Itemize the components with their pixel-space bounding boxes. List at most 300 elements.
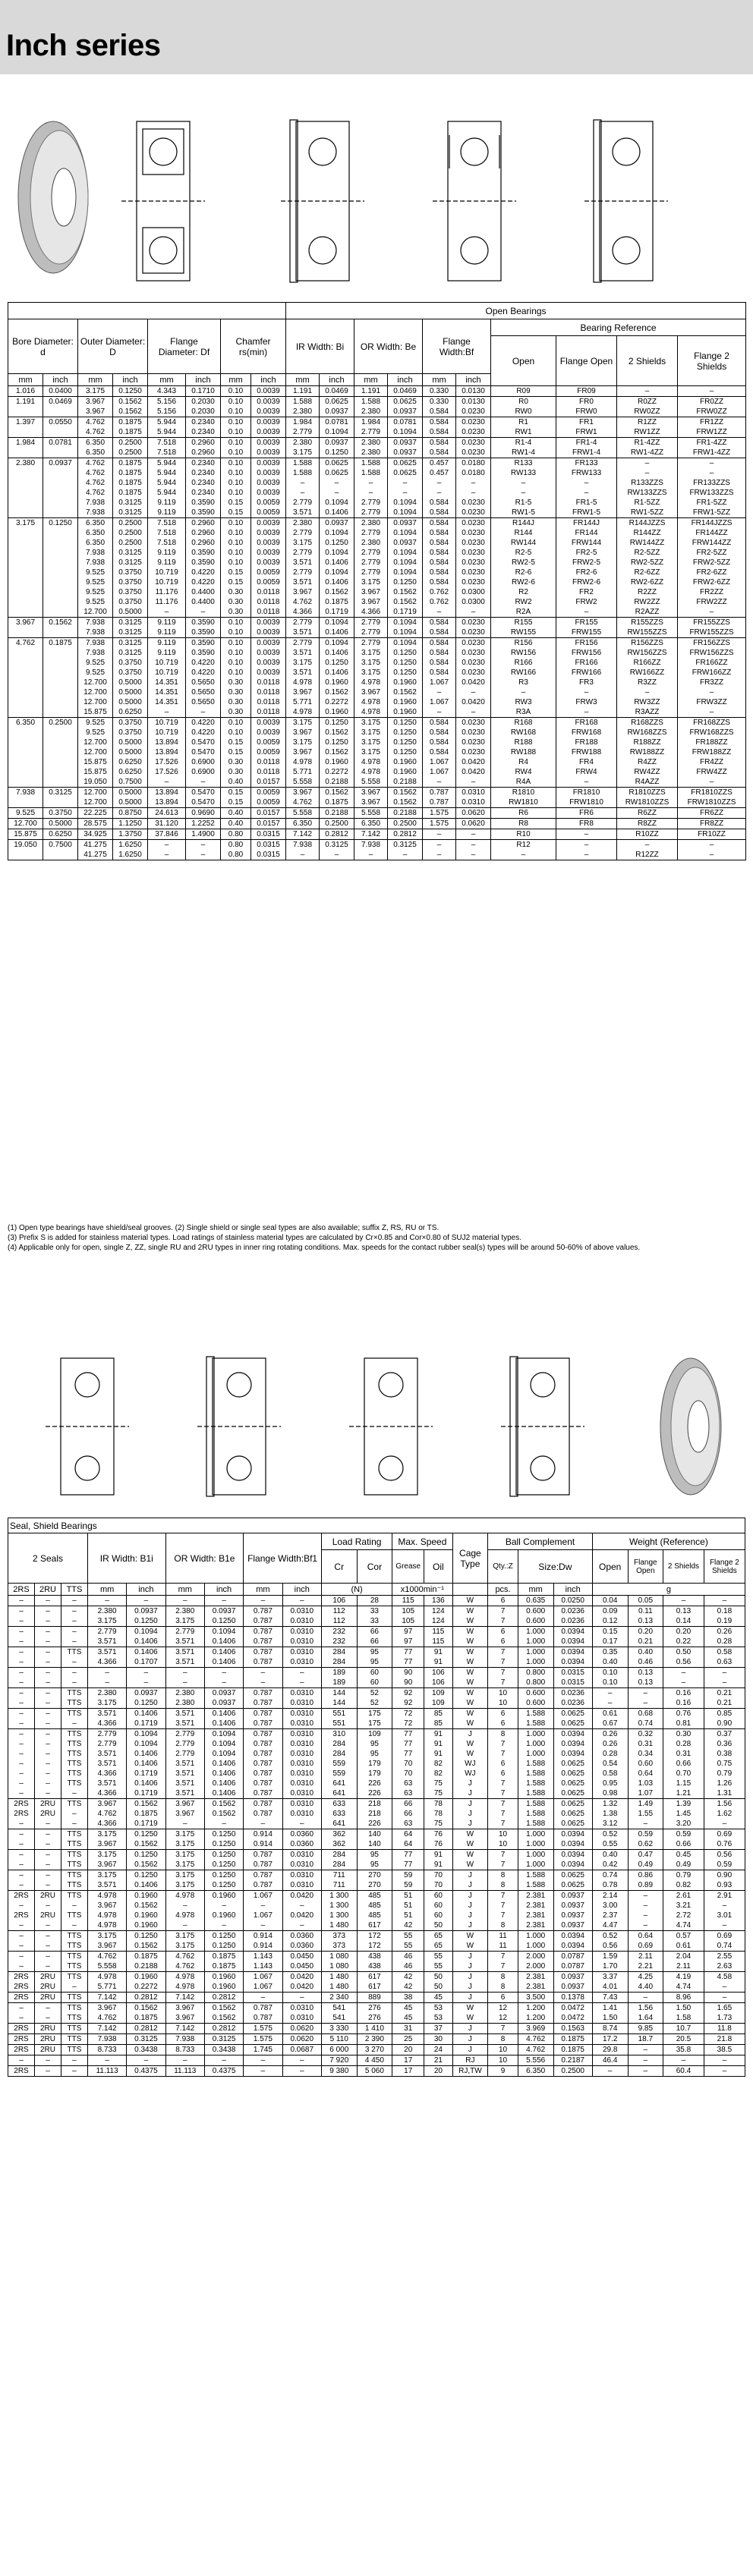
table-cell: TTS (61, 1739, 87, 1749)
seal-shield-table (8, 1518, 745, 2077)
table-cell: 4.762 (78, 417, 113, 428)
table-cell: 0.0394 (553, 1637, 592, 1647)
table-cell: 0.1562 (320, 687, 354, 697)
table-cell: – (704, 1678, 745, 1688)
table-cell: – (244, 1920, 282, 1931)
table-cell: 0.1250 (127, 1698, 165, 1709)
table-cell: 1.65 (704, 2003, 745, 2014)
table-cell: 0.10 (221, 558, 251, 568)
table-cell: 485 (357, 1911, 392, 1920)
table-cell: 1.067 (244, 1972, 282, 1983)
table-row (8, 1749, 745, 1759)
table-cell: J (452, 1972, 488, 1983)
table-cell: 1 300 (321, 1891, 357, 1901)
table-cell: 4.978 (286, 678, 320, 687)
table-row (8, 1819, 745, 1829)
table-cell: 4.762 (518, 2034, 553, 2045)
table-cell: 0.3750 (113, 587, 148, 597)
table-row (8, 1788, 745, 1799)
table-cell: 1.1250 (113, 819, 148, 829)
table-cell: 0.787 (244, 1870, 282, 1881)
table-cell: 0.0230 (456, 548, 491, 558)
table-cell: TTS (61, 1709, 87, 1719)
table-cell: 0.2340 (186, 458, 221, 469)
table-cell: 0.0420 (282, 1972, 321, 1983)
table-cell: 0.12 (592, 1616, 628, 1627)
table-cell (43, 478, 78, 488)
table-cell: WJ (452, 1759, 488, 1769)
table-cell: 641 (321, 1819, 357, 1829)
table-cell: 0.2500 (320, 819, 354, 829)
table-cell: – (87, 1596, 126, 1606)
table-cell: – (704, 1982, 745, 1993)
table-cell: 0.1094 (388, 618, 423, 628)
table-cell: 6.350 (78, 528, 113, 538)
table-row (8, 1911, 745, 1920)
unit-cell: pcs. (488, 1584, 518, 1596)
table-cell: 0.49 (628, 1860, 663, 1870)
table-cell: 551 (321, 1709, 357, 1719)
table-cell: 2.779 (165, 1627, 204, 1637)
table-cell: 0.2188 (388, 777, 423, 788)
table-cell: 1.067 (244, 1891, 282, 1901)
table-cell: 9.525 (78, 577, 113, 587)
table-cell: – (34, 1606, 61, 1617)
table-cell: 4.762 (78, 427, 113, 438)
table-cell: R6ZZ (617, 808, 678, 819)
table-cell: 4.978 (165, 1911, 204, 1920)
table-cell: 2 340 (321, 1993, 357, 2003)
table-cell: 0.1875 (127, 1809, 165, 1819)
table-cell: FR188ZZ (678, 738, 746, 747)
table-cell: 144 (321, 1698, 357, 1709)
table-cell: 2RS (8, 1809, 35, 1819)
table-cell: 1 480 (321, 1982, 357, 1993)
table-cell: 0.3125 (113, 627, 148, 638)
table-cell: 7 (488, 1616, 518, 1627)
table-cell: RW1810 (491, 797, 556, 808)
table-cell: 0.4220 (186, 728, 221, 738)
table-cell: 7.938 (87, 2034, 126, 2045)
table-cell: 284 (321, 1647, 357, 1658)
table-cell: 0.63 (704, 1657, 745, 1668)
table-cell: 0.0230 (456, 498, 491, 508)
table-cell: 0.914 (244, 1839, 282, 1850)
table-cell: 172 (357, 1941, 392, 1952)
table-cell: 0.0625 (388, 468, 423, 478)
table-cell: W (452, 1627, 488, 1637)
table-cell: J (452, 2034, 488, 2045)
table-row (8, 738, 746, 747)
table-cell: 9.525 (78, 658, 113, 668)
table-cell: 0.0781 (43, 438, 78, 448)
table-cell: 179 (357, 1769, 392, 1779)
table-cell: 0.31 (663, 1749, 704, 1759)
table-cell: 7.142 (165, 2024, 204, 2034)
table-cell (43, 738, 78, 747)
table-cell: 0.0230 (456, 568, 491, 577)
table-cell: 1.588 (518, 1759, 553, 1769)
table-cell: 12.700 (78, 788, 113, 798)
weight-two-shields-header: 2 Shields (663, 1550, 704, 1584)
table-cell: 0.93 (704, 1880, 745, 1891)
table-cell: – (423, 850, 456, 860)
table-cell: 0.3590 (186, 498, 221, 508)
table-cell: 0.787 (244, 1709, 282, 1719)
table-cell: – (244, 1668, 282, 1678)
table-cell: 5.944 (148, 427, 186, 438)
table-cell: 0.1960 (204, 1972, 243, 1983)
table-cell: 0.09 (592, 1606, 628, 1617)
table-cell: 2.779 (286, 568, 320, 577)
table-cell: – (127, 1668, 165, 1678)
table-cell: 4.58 (704, 1972, 745, 1983)
table-cell: 0.30 (221, 707, 251, 718)
table-cell: 0.584 (423, 728, 456, 738)
table-cell: 0.1719 (127, 1788, 165, 1799)
table-cell: 0.40 (221, 777, 251, 788)
table-cell: 0.0469 (320, 386, 354, 397)
table-cell: 60 (424, 1901, 452, 1911)
table-cell: – (8, 1637, 35, 1647)
table-cell: FR10ZZ (678, 829, 746, 840)
table-cell: 0.0472 (553, 2013, 592, 2024)
unit-cell: inch (127, 1584, 165, 1596)
table-cell: 7.43 (592, 1993, 628, 2003)
table-cell: 0.787 (244, 1860, 282, 1870)
flange-shield-seal-bearing-section-diagram (501, 1357, 584, 1496)
table-cell: – (678, 850, 746, 860)
table-cell: J (452, 1870, 488, 1881)
table-cell: R4ZZ (617, 757, 678, 767)
table-cell: 4.343 (148, 386, 186, 397)
unit-cell: mm (165, 1584, 204, 1596)
table-cell: – (148, 777, 186, 788)
unit-cell: 2RU (34, 1584, 61, 1596)
table-cell: 0.0118 (251, 678, 286, 687)
table-cell: 70 (392, 1759, 424, 1769)
table-cell: 46.4 (592, 2055, 628, 2066)
table-cell: 5.156 (148, 397, 186, 407)
table-cell: 0.3125 (388, 840, 423, 851)
table-cell: – (423, 488, 456, 498)
table-cell: W (452, 1606, 488, 1617)
table-cell: R8ZZ (617, 819, 678, 829)
table-cell: – (34, 1616, 61, 1627)
table-cell: 3.571 (165, 1769, 204, 1779)
table-cell: 0.0625 (320, 397, 354, 407)
table-cell: 541 (321, 2003, 357, 2014)
table-cell: – (8, 1668, 35, 1678)
table-cell: 0.15 (221, 738, 251, 747)
table-cell: – (148, 707, 186, 718)
table-cell: 0.0118 (251, 687, 286, 697)
table-cell: – (456, 607, 491, 618)
table-cell: R09 (491, 386, 556, 397)
unit-cell: inch (113, 374, 148, 386)
table-cell: 1.07 (628, 1788, 663, 1799)
table-cell: 0.3125 (113, 638, 148, 649)
table-cell: 0.584 (423, 648, 456, 658)
table-cell: 0.1378 (553, 1993, 592, 2003)
table-cell: 0.34 (628, 1749, 663, 1759)
table-cell: 2RS (8, 2034, 35, 2045)
table-cell: 0.0039 (251, 397, 286, 407)
table-cell: R0ZZ (617, 397, 678, 407)
table-cell: 0.1250 (204, 1870, 243, 1881)
table-cell: 42 (392, 1982, 424, 1993)
table-cell: 1.588 (518, 1880, 553, 1891)
table-cell: 189 (321, 1678, 357, 1688)
table-cell: RW4ZZ (617, 767, 678, 777)
table-cell: 45 (392, 2013, 424, 2024)
table-cell: 5.771 (87, 1982, 126, 1993)
table-cell: 0.1960 (320, 707, 354, 718)
table-cell: 0.1406 (204, 1637, 243, 1647)
bearing-diagrams-top (8, 76, 745, 300)
table-cell: R3 (491, 678, 556, 687)
table-cell: – (8, 1870, 35, 1881)
table-cell: 0.5470 (186, 797, 221, 808)
table-cell: 1.067 (244, 1911, 282, 1920)
table-row (8, 597, 746, 607)
table-cell: 0.20 (663, 1627, 704, 1637)
table-cell: 0.05 (628, 1596, 663, 1606)
table-cell: 0.57 (663, 1931, 704, 1942)
table-cell: 1.588 (286, 397, 320, 407)
table-cell: 0.18 (704, 1606, 745, 1617)
table-cell: 12.700 (78, 678, 113, 687)
table-cell: – (282, 1596, 321, 1606)
flange-seal-bearing-section-diagram (197, 1357, 281, 1496)
table-cell: W (452, 1719, 488, 1729)
table-cell: 37 (424, 2024, 452, 2034)
table-cell: 0.0687 (282, 2045, 321, 2055)
table-cell: 5.771 (286, 697, 320, 707)
table-cell: 0.0039 (251, 417, 286, 428)
table-cell: 0.0039 (251, 558, 286, 568)
table-cell: 4.74 (663, 1982, 704, 1993)
table-cell: 0.0360 (282, 1931, 321, 1942)
table-cell: 1 080 (321, 1961, 357, 1972)
footnote: (1) Open type bearings have shield/seal grooves. (2) Single shield or single seal types are also available; suffix Z, RS, RU or TS. (8, 1224, 440, 1232)
table-cell: 0.1250 (204, 1829, 243, 1840)
table-cell: 0.0230 (456, 638, 491, 649)
table-cell: – (34, 1668, 61, 1678)
table-cell: 3.175 (8, 518, 43, 529)
bearing-photo-icon (18, 121, 88, 273)
table-cell: 0.584 (423, 668, 456, 678)
table-cell: – (423, 607, 456, 618)
table-cell: 4.762 (78, 468, 113, 478)
table-cell: 0.0937 (388, 438, 423, 448)
table-cell: 0.0310 (282, 1788, 321, 1799)
table-cell: – (423, 478, 456, 488)
table-cell: – (8, 2055, 35, 2066)
table-cell: 8.733 (165, 2045, 204, 2055)
table-cell: – (628, 1819, 663, 1829)
table-cell: 3.967 (87, 1839, 126, 1850)
table-cell: 3.571 (87, 1637, 126, 1647)
table-cell: – (320, 488, 354, 498)
table-cell: 0.0394 (553, 1829, 592, 1840)
table-cell: – (628, 2066, 663, 2077)
table-cell: 7 (488, 1809, 518, 1819)
flange-bearing-section-diagram (281, 120, 364, 282)
table-cell: 1.575 (244, 2024, 282, 2034)
table-cell: 0.0394 (553, 1749, 592, 1759)
table-cell: 0.59 (663, 1829, 704, 1840)
table-cell: 0.1250 (388, 658, 423, 668)
table-cell: 1.000 (518, 1749, 553, 1759)
table-cell: FRW133 (556, 468, 617, 478)
table-cell: 0.0420 (456, 757, 491, 767)
table-cell: – (286, 488, 320, 498)
table-cell: FR156ZZS (678, 638, 746, 649)
table-cell: 0.47 (628, 1850, 663, 1860)
table-cell: 0.1719 (127, 1769, 165, 1779)
table-cell (8, 797, 43, 808)
table-cell: 4.366 (87, 1819, 126, 1829)
table-cell: 0.0937 (388, 448, 423, 458)
table-cell: 0.10 (221, 458, 251, 469)
table-cell: 0.584 (423, 417, 456, 428)
table-cell: 0.1562 (127, 1901, 165, 1911)
table-cell: 91 (424, 1657, 452, 1668)
table-cell: – (628, 2055, 663, 2066)
table-cell: 2.779 (87, 1739, 126, 1749)
table-cell: 559 (321, 1769, 357, 1779)
table-cell: 2.381 (518, 1972, 553, 1983)
weight-header: Weight (Reference) (592, 1533, 745, 1550)
table-cell: 0.17 (592, 1637, 628, 1647)
table-cell: 0.15 (221, 747, 251, 757)
table-cell: 2.380 (165, 1688, 204, 1699)
table-cell: 1.000 (518, 1739, 553, 1749)
table-cell: 7 (488, 1952, 518, 1962)
table-cell: R12 (491, 840, 556, 851)
table-cell: R1-5ZZ (617, 498, 678, 508)
table-cell: – (244, 1596, 282, 1606)
table-cell: 63 (392, 1788, 424, 1799)
table-cell: 8 (488, 1972, 518, 1983)
table-cell: – (34, 1920, 61, 1931)
table-cell: 3.175 (165, 1850, 204, 1860)
table-cell: 12.700 (78, 607, 113, 618)
table-cell: 4.25 (628, 1972, 663, 1983)
table-cell: 3.571 (165, 1779, 204, 1788)
table-cell: – (423, 707, 456, 718)
table-cell: 136 (424, 1596, 452, 1606)
size-header: Size:Dw (518, 1550, 592, 1584)
table-cell: 0.1250 (127, 1829, 165, 1840)
table-cell: R10ZZ (617, 829, 678, 840)
table-cell: RW166ZZ (617, 668, 678, 678)
table-cell: 0.1094 (320, 498, 354, 508)
table-cell: 0.1250 (204, 1850, 243, 1860)
table-cell (43, 407, 78, 417)
table-cell: 144 (321, 1688, 357, 1699)
table-cell: R1-4ZZ (617, 438, 678, 448)
table-cell: 0.584 (423, 568, 456, 577)
table-cell: – (61, 2055, 87, 2066)
table-cell: 65 (424, 1931, 452, 1942)
table-row (8, 648, 746, 658)
table-cell: 438 (357, 1952, 392, 1962)
table-cell: 0.1406 (127, 1637, 165, 1647)
table-cell: 0.787 (244, 1759, 282, 1769)
table-cell: 0.787 (244, 1637, 282, 1647)
table-cell: 2.91 (704, 1891, 745, 1901)
unit-cell: TTS (61, 1584, 87, 1596)
table-row (8, 728, 746, 738)
table-cell: 17.526 (148, 757, 186, 767)
table-cell: 3.571 (286, 627, 320, 638)
table-cell: 0.0937 (553, 1982, 592, 1993)
table-cell: FRW1ZZ (678, 427, 746, 438)
table-cell: 95 (357, 1739, 392, 1749)
table-cell: R166 (491, 658, 556, 668)
table-cell: 0.584 (423, 627, 456, 638)
table-cell: 0.0310 (282, 1880, 321, 1891)
table-cell: RW1-5ZZ (617, 508, 678, 518)
table-cell (43, 498, 78, 508)
table-cell: 3.571 (87, 1709, 126, 1719)
table-cell: 124 (424, 1606, 452, 1617)
table-cell: 0.52 (592, 1829, 628, 1840)
table-cell: RW144 (491, 538, 556, 548)
table-cell: 0.2188 (320, 808, 354, 819)
table-cell: 0.10 (221, 548, 251, 558)
table-cell: 0.10 (221, 397, 251, 407)
table-cell: 2.779 (165, 1729, 204, 1740)
table-cell: 0.787 (244, 1729, 282, 1740)
table-cell: – (592, 1688, 628, 1699)
table-cell: RW2 (491, 597, 556, 607)
table-cell: 3.571 (87, 1759, 126, 1769)
table-cell: 3.21 (663, 1901, 704, 1911)
table-cell: 0.1875 (113, 427, 148, 438)
table-cell: 3.20 (663, 1819, 704, 1829)
table-cell: – (491, 488, 556, 498)
table-cell: 3.175 (286, 718, 320, 728)
table-cell: 0.0118 (251, 607, 286, 618)
table-cell: 3.175 (165, 1616, 204, 1627)
table-cell: 0.0625 (553, 1788, 592, 1799)
table-cell: 3.571 (165, 1647, 204, 1658)
table-cell: – (491, 478, 556, 488)
table-cell: 3.967 (286, 587, 320, 597)
table-cell: – (628, 1698, 663, 1709)
table-cell: – (34, 1880, 61, 1891)
table-cell: 4.978 (286, 707, 320, 718)
table-cell: 1.143 (244, 1952, 282, 1962)
table-cell: 551 (321, 1719, 357, 1729)
table-cell (43, 597, 78, 607)
table-cell: – (423, 829, 456, 840)
table-cell: – (204, 1678, 243, 1688)
unit-cell: inch (388, 374, 423, 386)
table-cell: – (87, 2055, 126, 2066)
table-cell (8, 478, 43, 488)
table-cell: 0.1562 (43, 618, 78, 628)
table-cell: 0.787 (244, 1719, 282, 1729)
table-cell: – (456, 687, 491, 697)
table-cell: 0.4220 (186, 668, 221, 678)
table-cell: 0.2812 (127, 1993, 165, 2003)
table-cell: 0.0394 (553, 1739, 592, 1749)
table-cell: 0.66 (663, 1839, 704, 1850)
